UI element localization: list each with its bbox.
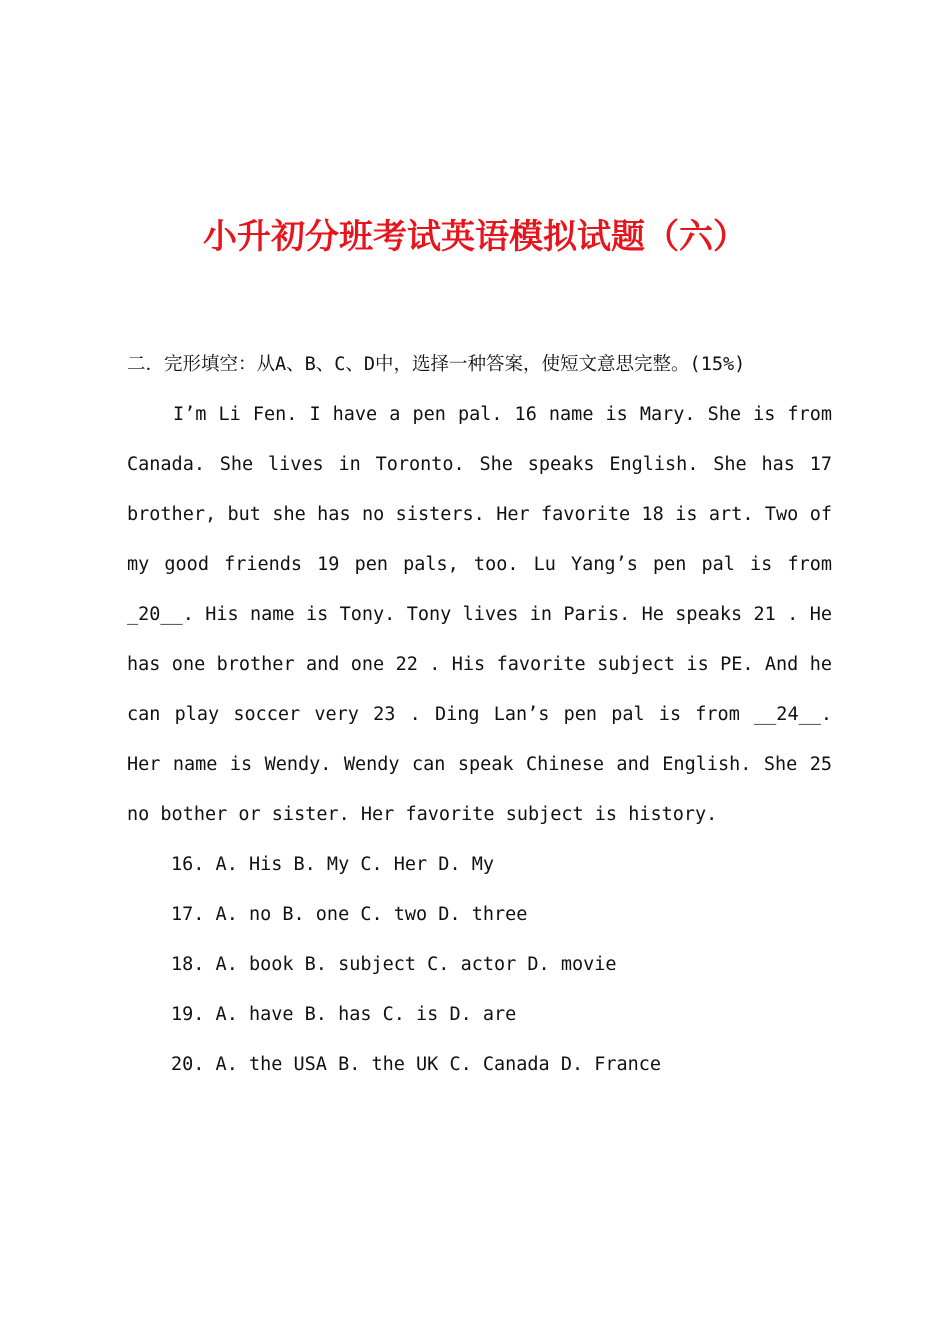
question-19: 19. A. have B. has C. is D. are	[171, 1004, 517, 1025]
question-list	[127, 840, 832, 1090]
question-16: 16. A. His B. My C. Her D. My	[171, 854, 495, 875]
question-18: 18. A. book B. subject C. actor D. movie	[171, 954, 617, 975]
cloze-passage: I’m Li Fen. I have a pen pal. 16 name is Mary. She is from Canada. She lives in Toronto. She speaks English. She has 17 brother, but she has no sisters. Her favorite 18 is art. Two of my good friends 19 pen pals, too. Lu Yang’s pen pal is from _20__. His name is Tony. Tony lives in Paris. He speaks 21 . He has one brother and one 22 . His favorite subject is PE. And he can play soccer very 23 . Ding Lan’s pen pal is from __24__. Her name is Wendy. Wendy can speak Chinese and English. She 25 no bother or sister. Her favorite subject is history.	[127, 404, 832, 825]
page-title: 小升初分班考试英语模拟试题（六）	[203, 217, 747, 257]
document-body	[127, 340, 832, 1090]
section-instruction: 二．完形填空：从A、B、C、D中，选择一种答案，使短文意思完整。(15%)	[127, 354, 746, 375]
question-20: 20. A. the USA B. the UK C. Canada D. France	[171, 1054, 662, 1075]
question-17: 17. A. no B. one C. two D. three	[171, 904, 528, 925]
